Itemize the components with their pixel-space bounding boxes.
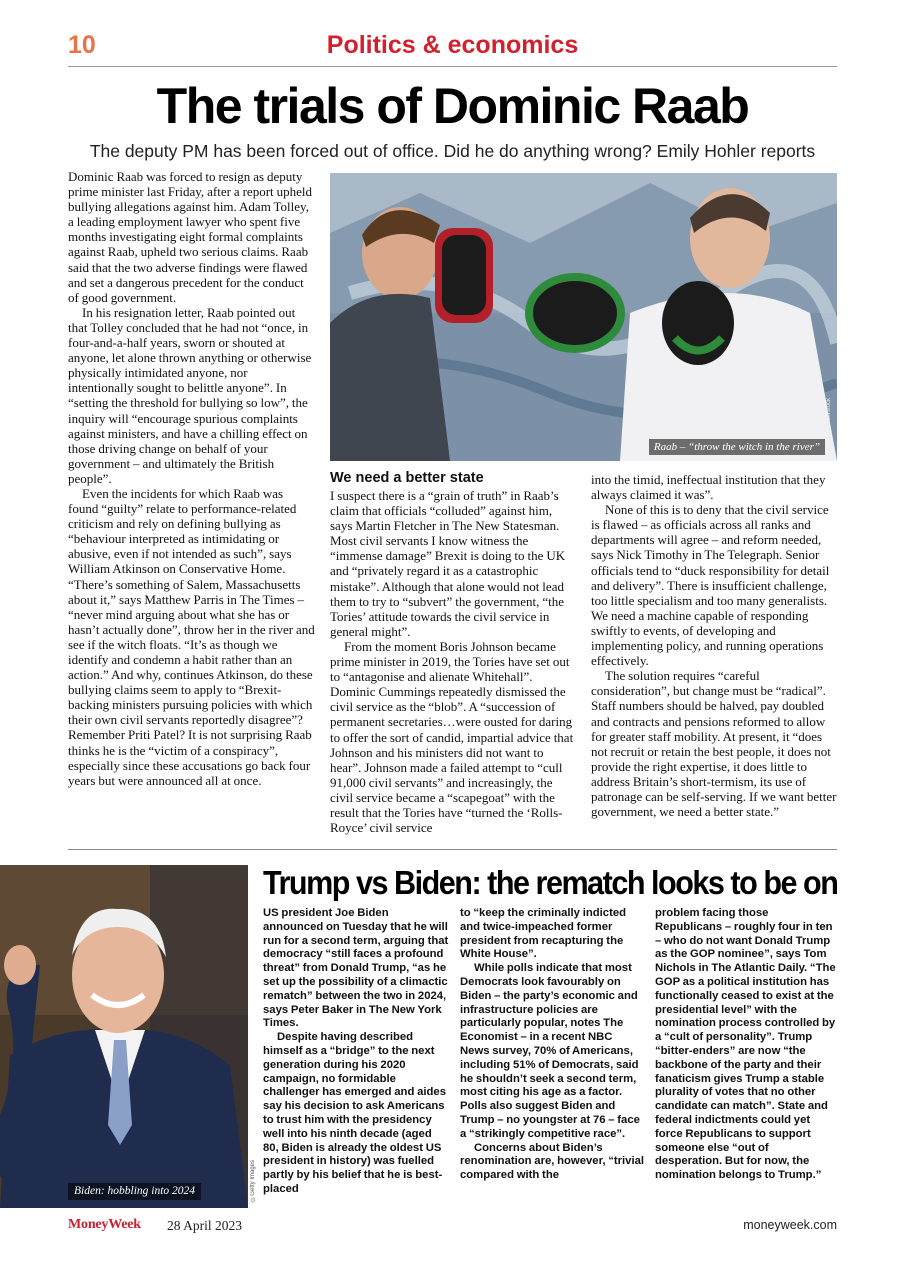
paragraph: to “keep the criminally indicted and twice-impeached former president from recapturing the White House”. <box>460 907 627 961</box>
brief-column-1 <box>263 907 449 1197</box>
header-divider <box>68 66 837 67</box>
paragraph: I suspect there is a “grain of truth” in Raab’s claim that officials “colluded” against him, says Martin Fletcher in The New Statesman. Most civil servants I know witness the “immense damage” Brexit is doing to the UK and “privately regard it as a catastrophic mistake”. Although that alone would not lead them to try to “subvert” the government, “the Tories’ attitude towards the civil service in general might”. <box>330 488 566 639</box>
website-link[interactable]: moneyweek.com <box>743 1218 837 1232</box>
biden-photo <box>0 865 248 1208</box>
paragraph: problem facing those Republicans – roughly four in ten – who do not want Donald Trump as the GOP nominee”, says Tom Nichols in The Atlantic Daily. “The GOP as a political institution has functionally ceased to exist at the presidential level” with the nomination process controlled by a “cult of personality”. Trump “bitter-enders” are now “the backbone of the party and their fanaticism gives Trump a stable plurality of votes that no other candidate can match”. State and federal indictments could yet force Republicans to support someone else “out of desperation. But for now, the nomination belongs to Trump.” <box>655 907 836 1182</box>
story-divider <box>68 849 837 850</box>
raab-boxing-photo <box>330 173 837 461</box>
standfirst: The deputy PM has been forced out of office. Did he do anything wrong? Emily Hohler reports <box>89 141 816 161</box>
photo-caption: Biden: hobbling into 2024 <box>68 1183 201 1200</box>
photo-caption: Raab – “throw the witch in the river” <box>649 439 825 455</box>
photo-credit: ©Shutterstock <box>826 398 832 438</box>
moneyweek-logo: MoneyWeek <box>68 1217 141 1232</box>
paragraph: None of this is to deny that the civil service is flawed – as officials across all ranks and departments will agree – and reform needed, says Nick Timothy in The Telegraph. Senior officials tend to “duck responsibility for detail and delivery”. There is insufficient challenge, too little specialism and too many generalists. We need a machine capable of responding swiftly to events, of developing and implementing policy, and running operations effectively. <box>591 502 830 669</box>
paragraph: While polls indicate that most Democrats look favourably on Biden – the party’s economic and infrastructure policies are particularly popular, notes The Economist – in a recent NBC News survey, 70% of Americans, including 51% of Democrats, said he shouldn’t seek a second term, most citing his age as a factor. Polls also suggest Biden and Trump – no youngster at 76 – face a “strikingly competitive race”. <box>460 962 640 1140</box>
paragraph: The solution requires “careful consideration”, but change must be “radical”. Staff numbers should be halved, pay doubled and contracts and pensions reformed to allow for greater staff mobility. At present, it “does not recruit or retain the best people, it does not provide the right expertise, it does little to address Britain’s short-termism, its use of patronage can be self-serving. If we want better government, we need a better state.” <box>591 668 837 820</box>
paragraph: Even the incidents for which Raab was found “guilty” relate to performance-related criticism and rely on defining bullying as “behaviour interpreted as intimidating or abusive, even if not intended as such”, says William Atkinson on Conservative Home. “There’s something of Salem, Massachusetts about it,” says Matthew Parris in The Times – “never mind arguing about what she has or hasn’t actually done”, throw her in the river and see if the witch floats. “It’s as though we identify and condemn a habit rather than an action.” And why, continues Atkinson, do these bullying claims seem to apply to “Brexit-backing ministers pursuing policies with which their own civil servants reportedly disagree”? Remember Priti Patel? It is not surprising Raab thinks he is the “victim of a conspiracy”, especially since these accusations go back four years but were announced all at once. <box>68 485 315 788</box>
section-title: Politics & economics <box>326 31 579 59</box>
paragraph: Despite having described himself as a “bridge” to the next generation during his 2020 campaign, no formidable challenger has emerged and aides say his decision to ask Americans to trust him with the presidency well into his ninth decade (aged 80, Biden is already the oldest US president in history) was fuelled partly by his belief that he is best-placed <box>263 1031 446 1195</box>
paragraph: In his resignation letter, Raab pointed out that Tolley concluded that he had not “once, in four-and-a-half years, sworn or shouted at anyone, let alone thrown anything or otherwise physically intimidated anyone, nor intentionally sought to belittle anyone”. In “setting the threshold for bullying so low”, the inquiry will “encourage spurious complaints against ministers, and have a chilling effect on those driving change on behalf of your government – and ultimately the British people”. <box>68 304 312 486</box>
second-headline: Trump vs Biden: the rematch looks to be on <box>263 864 838 901</box>
article-column-2 <box>330 488 574 835</box>
article-column-1 <box>68 169 316 788</box>
main-headline: The trials of Dominic Raab <box>156 78 749 134</box>
paragraph: Dominic Raab was forced to resign as deputy prime minister last Friday, after a report upheld bullying allegations against him. Adam Tolley, a leading employment lawyer who spent five months investigating eight formal complaints against Raab, upheld two serious claims. Raab said that the two adverse findings were flawed and set a dangerous precedent for the conduct of good government. <box>68 169 312 305</box>
page-number: 10 <box>68 31 96 59</box>
paragraph: Concerns about Biden’s renomination are, however, “trivial compared with the <box>460 1141 645 1182</box>
photo-credit: ©Getty Images <box>250 1160 256 1202</box>
paragraph: US president Joe Biden announced on Tuesday that he will run for a second term, arguing that democracy “still faces a profound threat” from Donald Trump, “as he set up the possibility of a climactic rematch” between the two in 2024, says Peter Baker in The New York Times. <box>263 907 449 1030</box>
article-column-3 <box>591 472 837 819</box>
brief-column-2 <box>460 907 644 1183</box>
paragraph: From the moment Boris Johnson became prime minister in 2019, the Tories have set out to “antagonise and alienate Whitehall”. Dominic Cummings repeatedly dismissed the civil service as the “blob”. A “succession of permanent secretaries…were ousted for daring to offer the sort of candid, impartial advice that Johnson and his ministers did not want to hear”. Johnson made a failed attempt to “cull 91,000 civil servants” and increasingly, the civil service became a “scapegoat” with the result that the Tories have “turned the ‘Rolls-Royce’ civil service <box>330 638 574 836</box>
paragraph: into the timid, ineffectual institution that they always claimed it was”. <box>591 472 826 503</box>
issue-date: 28 April 2023 <box>167 1218 243 1233</box>
brief-column-3 <box>655 907 838 1183</box>
subheading: We need a better state <box>330 470 484 486</box>
